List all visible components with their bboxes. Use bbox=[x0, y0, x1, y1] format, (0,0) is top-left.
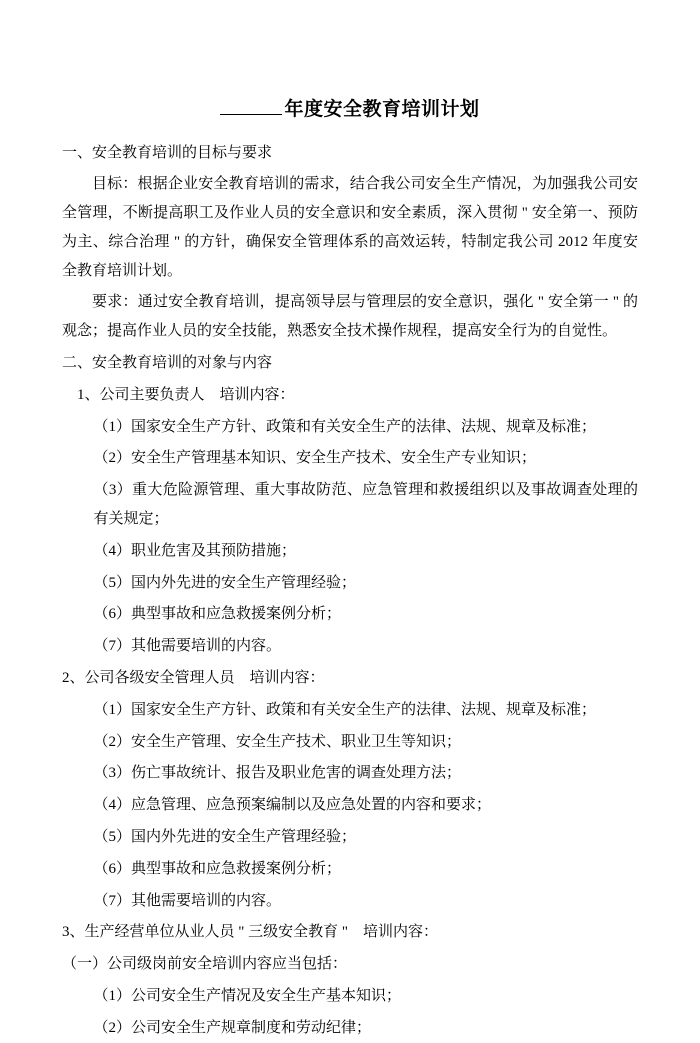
paragraph-s2-1-6: （6）典型事故和应急救援案例分析； bbox=[93, 606, 342, 623]
paragraph-s2-2-3: （3）伤亡事故统计、报告及职业危害的调查处理方法； bbox=[93, 765, 462, 782]
paragraph-s2-2-4: （4）应急管理、应急预案编制以及应急处置的内容和要求； bbox=[93, 797, 492, 814]
title-blank-underline bbox=[220, 98, 282, 115]
paragraph-s2-1: 1、公司主要负责人 培训内容： bbox=[77, 386, 295, 403]
paragraph-s2-3: 3、生产经营单位从业人员 " 三级安全教育 " 培训内容： bbox=[62, 924, 438, 941]
document-body bbox=[62, 139, 638, 1043]
paragraph-s2-3-a-1: （1）公司安全生产情况及安全生产基本知识； bbox=[93, 988, 402, 1005]
paragraph-s2-1-2: （2）安全生产管理基本知识、安全生产技术、安全生产专业知识； bbox=[93, 450, 537, 467]
paragraph-s2-2-1: （1）国家安全生产方针、政策和有关安全生产的法律、法规、规章及标准； bbox=[93, 701, 597, 718]
paragraph-s1-p1: 目标：根据企业安全教育培训的需求，结合我公司安全生产情况，为加强我公司安全管理，不断提高职工及作业人员的安全意识和安全素质，深入贯彻 " 安全第一、预防为主、综合治理 " 的方针，确保安全管理体系的高效运转，特制定我公司 2012 年度安全教育培训计划。 bbox=[62, 176, 638, 279]
page-title-text: 年度安全教育培训计划 bbox=[284, 99, 480, 120]
paragraph-s2-3-a: （一）公司级岗前安全培训内容应当包括： bbox=[62, 956, 348, 973]
page-title bbox=[62, 96, 638, 125]
paragraph-s2-1-5: （5）国内外先进的安全生产管理经验； bbox=[93, 574, 357, 591]
paragraph-s2-3-a-2: （2）公司安全生产规章制度和劳动纪律； bbox=[93, 1019, 372, 1036]
paragraph-s1-p2: 要求：通过安全教育培训，提高领导层与管理层的安全意识，强化 " 安全第一 " 的观念；提高作业人员的安全技能，熟悉安全技术操作规程，提高安全行为的自觉性。 bbox=[62, 294, 638, 340]
paragraph-s2-2: 2、公司各级安全管理人员 培训内容： bbox=[62, 670, 325, 687]
paragraph-s1-heading: 一、安全教育培训的目标与要求 bbox=[62, 144, 273, 161]
paragraph-s2-2-5: （5）国内外先进的安全生产管理经验； bbox=[93, 829, 357, 846]
paragraph-s2-1-4: （4）职业危害及其预防措施； bbox=[93, 542, 297, 559]
paragraph-s2-2-7: （7）其他需要培训的内容。 bbox=[93, 892, 282, 909]
paragraph-s2-heading: 二、安全教育培训的对象与内容 bbox=[62, 355, 273, 372]
paragraph-s2-2-6: （6）典型事故和应急救援案例分析； bbox=[93, 860, 342, 877]
paragraph-s2-1-7: （7）其他需要培训的内容。 bbox=[93, 638, 282, 655]
paragraph-s2-1-3: （3）重大危险源管理、重大事故防范、应急管理和救援组织以及事故调查处理的有关规定； bbox=[93, 482, 638, 528]
paragraph-s2-2-2: （2）安全生产管理、安全生产技术、职业卫生等知识； bbox=[93, 733, 462, 750]
paragraph-s2-1-1: （1）国家安全生产方针、政策和有关安全生产的法律、法规、规章及标准； bbox=[93, 418, 597, 435]
